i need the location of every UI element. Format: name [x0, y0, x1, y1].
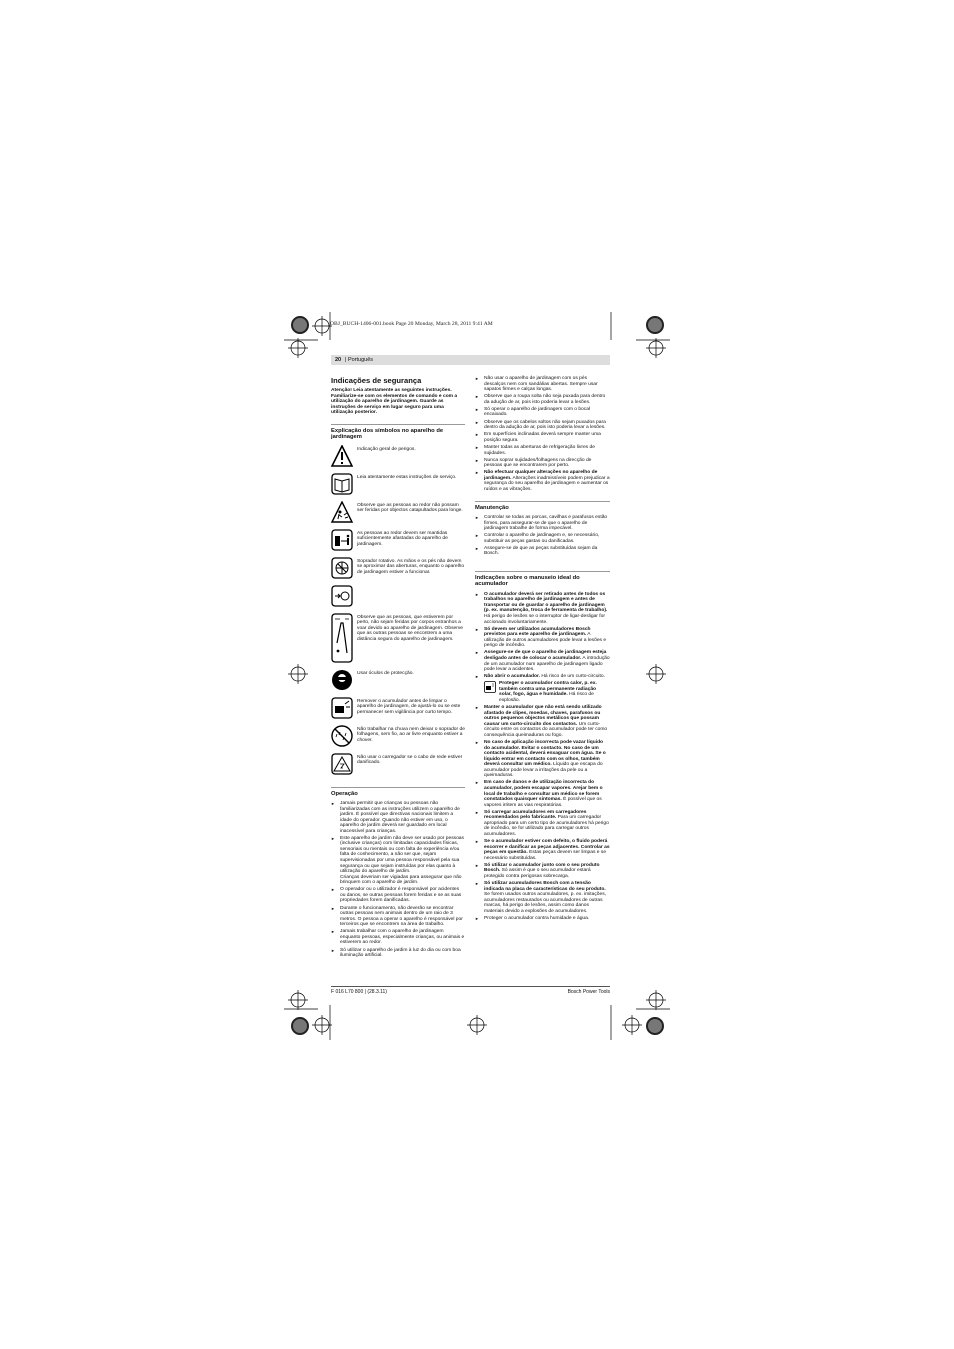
symbol-row: [331, 473, 465, 499]
list-item: ► Este aparelho de jardim não deve ser usado por pessoas (inclusive crianças) com limitadas capacidades físicas, sensoriais ou mentais ou com falta de experiência e/ou falta de conhecimento, a não ser que, sejam supervisionadas por uma pessoa responsável pela sua segurança ou que sejam instruídas por elas quanto à utilização do aparelho de jardim. Crianças deveriam ser vigiadas para assegurar que não brinquem com o aparelho de jardim.: [331, 836, 465, 886]
list-item: ► Só utilizar o acumulador junto com o seu produto Bosch. Só assim é que o seu acumulador estará protegido contra perigosas sobrecarga.: [475, 863, 610, 880]
list-item: ► Observe que os cabelos soltos não sejam puxados para dentro da adução de ar, pois isto poderia levar a lesões.: [475, 420, 610, 431]
list-item: ► Manter o acumulador que não está sendo utilizado afastado de clipes, moedas, chaves, parafusos ou outros pequenos objectos metálicos que possam causar um curto-circuito dos contactos. Um curto-circuito entre os contactos do acumulador pode ter como consequência queimaduras ou fogo.: [475, 705, 610, 738]
list-item: ► Nunca soprar sujidades/folhagens na direcção de pessoas que se encontrarem por perto.: [475, 458, 610, 469]
remove-battery-icon: [331, 697, 353, 719]
symbol-row: [331, 669, 465, 695]
symbol-row: [331, 725, 465, 751]
warning-triangle-icon: [331, 445, 353, 467]
safety-intro: Atenção! Leia atentamente as seguintes instruções. Familiarize-se com os elementos de comando e com a utilização do aparelho de jardinagem. Guarde as instruções de serviço em lugar seguro para uma utilização posterior.: [331, 388, 458, 416]
symbol-text: [357, 585, 465, 587]
keep-distance-icon: [331, 529, 353, 551]
list-item: ► Não abrir o acumulador. Há risco de um curto-circuito.: [475, 674, 610, 680]
battery-list: [475, 592, 610, 680]
maintenance-list: [475, 515, 610, 557]
rotating-blower-icon: [331, 557, 353, 579]
book-slug: OBJ_BUCH-1406-001.book Page 20 Monday, March 28, 2011 9:41 AM: [330, 321, 493, 327]
section-heading-maintenance: Manutenção: [475, 501, 610, 511]
list-item: ► O operador ou o utilizador é responsável por acidentes ou danos, se outras pessoas forem feridas e se as suas propriedades forem danificadas.: [331, 887, 465, 904]
battery-heat-icon: [484, 681, 496, 693]
left-column: [331, 376, 465, 960]
list-item: ► Em caso de danos e de utilização incorrecta do acumulador, podem escapar vapores. Arejar bem o local de trabalho e consultar um médico se forem constatados quaisquer sintomas. É possível que os vapores irritem as vias respiratórias.: [475, 780, 610, 808]
symbol-row: [331, 445, 465, 471]
list-item: ► Não usar o aparelho de jardinagem com os pés descalços nem com sandálias abertas. Sempre usar sapatos firmes e calças longas.: [475, 376, 610, 393]
section-title-safety: Indicações de segurança: [331, 376, 422, 385]
list-item: ► Jamais permitir que crianças ou pessoas não familiarizadas com as instruções utilizem o aparelho de jardim. É possível que directivas nacionais limitem a idade do operador. Quando não estiver em uso, o aparelho de jardim deverá ser guardado em local inacessível para crianças.: [331, 801, 465, 834]
footer-right: Bosch Power Tools: [567, 989, 610, 995]
list-item: ► Assegure-se de que o aparelho de jardinagem esteja desligado antes de colocar o acumulador. A introdução de um acumulador num aparelho de jardinagem ligado pode levar a acidentes.: [475, 650, 610, 672]
symbol-text: Não trabalhar na chuva nem deixar o soprador de folhagens, sem fio, ao ar livre enquanto estiver a chover.: [357, 726, 465, 743]
symbol-row: [331, 557, 465, 583]
page-header: [331, 355, 610, 365]
list-item: ► Em superfícies inclinadas deverá sempre manter uma posição segura.: [475, 432, 610, 443]
no-rain-icon: [331, 725, 353, 747]
list-item: ► O acumulador deverá ser retirado antes de todos os trabalhos no aparelho de jardinagem e antes de transportar ou de guardar o aparelho de jardinagem (p. ex. manutenção, troca de ferramenta de trabalho). Há perigo de lesões se o interruptor de ligar-desligar for accionado involuntariamente.: [475, 592, 610, 625]
symbol-text: Indicação geral de perigos.: [357, 446, 416, 452]
symbol-text: As pessoas ao redor devem ser mantidas suficientemente afastadas do aparelho de jardinagem.: [357, 530, 448, 547]
symbol-row: [331, 529, 465, 555]
symbol-text: Remover o acumulador antes de limpar o aparelho de jardinagem, de ajustá-lo ou se este permanecer sem vigilância por curto tempo.: [357, 698, 461, 715]
footer-rule: [331, 986, 610, 987]
list-item: ► Só utilizar o aparelho de jardim à luz do dia ou com boa iluminação artificial.: [331, 948, 465, 959]
damaged-charger-icon: [331, 753, 353, 775]
battery-list-continued: [475, 705, 610, 921]
operation-list: [331, 801, 465, 959]
section-heading-symbols: Explicação dos símbolos no aparelho de jardinagem: [331, 424, 465, 441]
heat-warning-text: Proteger o acumulador contra calor, p. ex. também contra uma permanente radiação solar, fogo, água e humidade. Há risco de explosão.: [499, 681, 597, 703]
list-item: ► Controlar se todas as porcas, cavilhas e parafusos estão firmes, para assegurar-se de que o aparelho de jardinagem trabalhe de forma impecável.: [475, 515, 610, 532]
symbol-text: Soprador rotativo. As mãos e os pés não devem se aproximar das aberturas, enquanto o aparelho de jardinagem estiver a funcionar.: [357, 558, 465, 575]
list-item: ► Proteger o acumulador contra humidade e água.: [475, 916, 610, 922]
heat-warning-row: [475, 681, 610, 703]
list-item: ► Observe que a roupa solta não seja puxada para dentro da adução de ar, pois isto poderia levar a lesões.: [475, 394, 610, 405]
symbol-text: Observe que as pessoas, que estiverem por perto, não sejam feridas por corpos estranhos a voar devido ao aparelho de jardinagem. Observe que as outras pessoas se encontrem a uma distância segura do aparelho de jardinagem.: [357, 614, 464, 642]
list-item: ► Manter todas as aberturas de refrigeração livres de sujidades.: [475, 445, 610, 456]
manual-book-icon: [331, 473, 353, 495]
flying-objects-icon: [331, 501, 353, 523]
symbols-list: [331, 445, 465, 779]
list-item: ► Assegure-se de que as peças substituídas sejam da Bosch.: [475, 546, 610, 557]
list-item: ► Só utilizar acumuladores Bosch com a tensão indicada na placa de características do seu produto. Se forem usados outros acumuladores, p. ex. imitações, acumuladores restaurados ou acumuladores de outras marcas, há perigo de lesões, assim como danos materiais devido a explosões de acumuladores.: [475, 881, 610, 914]
blower-airflow-icon: [331, 585, 353, 607]
list-item: ► Durante o funcionamento, não deverão se encontrar outras pessoas nem animais dentro de um raio de 3 metros. O pessoa a operar o aparelho é responsável por terceiros que se encontrem na área de trabalho.: [331, 906, 465, 928]
list-item: ► Não efectuar qualquer alterações no aparelho de jardinagem. Alterações inadmissíveis podem prejudicar a segurança do seu aparelho de jardinagem e aumentar os ruídos e as vibrações.: [475, 470, 610, 492]
symbol-row: [331, 501, 465, 527]
list-item: ► Se o acumulador estiver com defeito, o fluido poderá escorrer e danificar as peças adjacentes. Controlar as peças em questão. Estas peças devem ser limpas e se necessário substituídas.: [475, 839, 610, 861]
list-item: ► Só carregar acumuladores em carregadores recomendados pelo fabricante. Para um carregador apropriado para um certo tipo de acumuladores há perigo de incêndio, se for utilizado para carregar outros acumuladores.: [475, 810, 610, 838]
symbol-row: [331, 613, 465, 667]
list-item: ► No caso de aplicação incorrecta pode vazar líquido do acumulador. Evitar o contacto. No caso de um contacto acidental, deverá enxaguar com água. Se o líquido entrar em contacto com os olhos, também deverá consultar um médico. Líquido que escapa do acumulador pode levar a irritações da pele ou a queimaduras.: [475, 740, 610, 779]
list-item: ► Controlar o aparelho de jardinagem e, se necessário, substituir as peças gastas ou danificadas.: [475, 533, 610, 544]
safety-goggles-icon: [331, 669, 353, 691]
page-language: | Português: [345, 356, 374, 363]
page-number: 20: [335, 356, 342, 363]
section-heading-battery: Indicações sobre o manuseio ideal do acumulador: [475, 571, 610, 588]
symbol-text: Observe que as pessoas ao redor não possam ser feridas por objectos catapultados para longe.: [357, 502, 463, 514]
right-column: [475, 376, 610, 923]
list-item: ► Só devem ser utilizados acumuladores Bosch previstos para este aparelho de jardinagem. A utilização de outros acumuladores pode levar a lesões e perigo de incêndio.: [475, 627, 610, 649]
symbol-row: [331, 585, 465, 611]
distance-people-icon: [331, 613, 353, 663]
top-safety-list: [475, 376, 610, 493]
section-heading-operation: Operação: [331, 787, 465, 797]
symbol-text: Leia atentamente estas instruções de serviço.: [357, 474, 457, 480]
symbol-row: [331, 697, 465, 723]
footer-left: F 016 L70 800 | (28.3.11): [331, 989, 387, 995]
list-item: ► Jamais trabalhar com o aparelho de jardinagem enquanto pessoas, especialmente crianças, ou animais e estiverem ao redor.: [331, 929, 465, 946]
symbol-text: Usar óculos de protecção.: [357, 670, 414, 676]
list-item: ► Só operar o aparelho de jardinagem com o bocal encaixado.: [475, 407, 610, 418]
symbol-text: Não usar o carregador se o cabo de rede estiver danificado.: [357, 754, 463, 766]
symbol-row: [331, 753, 465, 779]
